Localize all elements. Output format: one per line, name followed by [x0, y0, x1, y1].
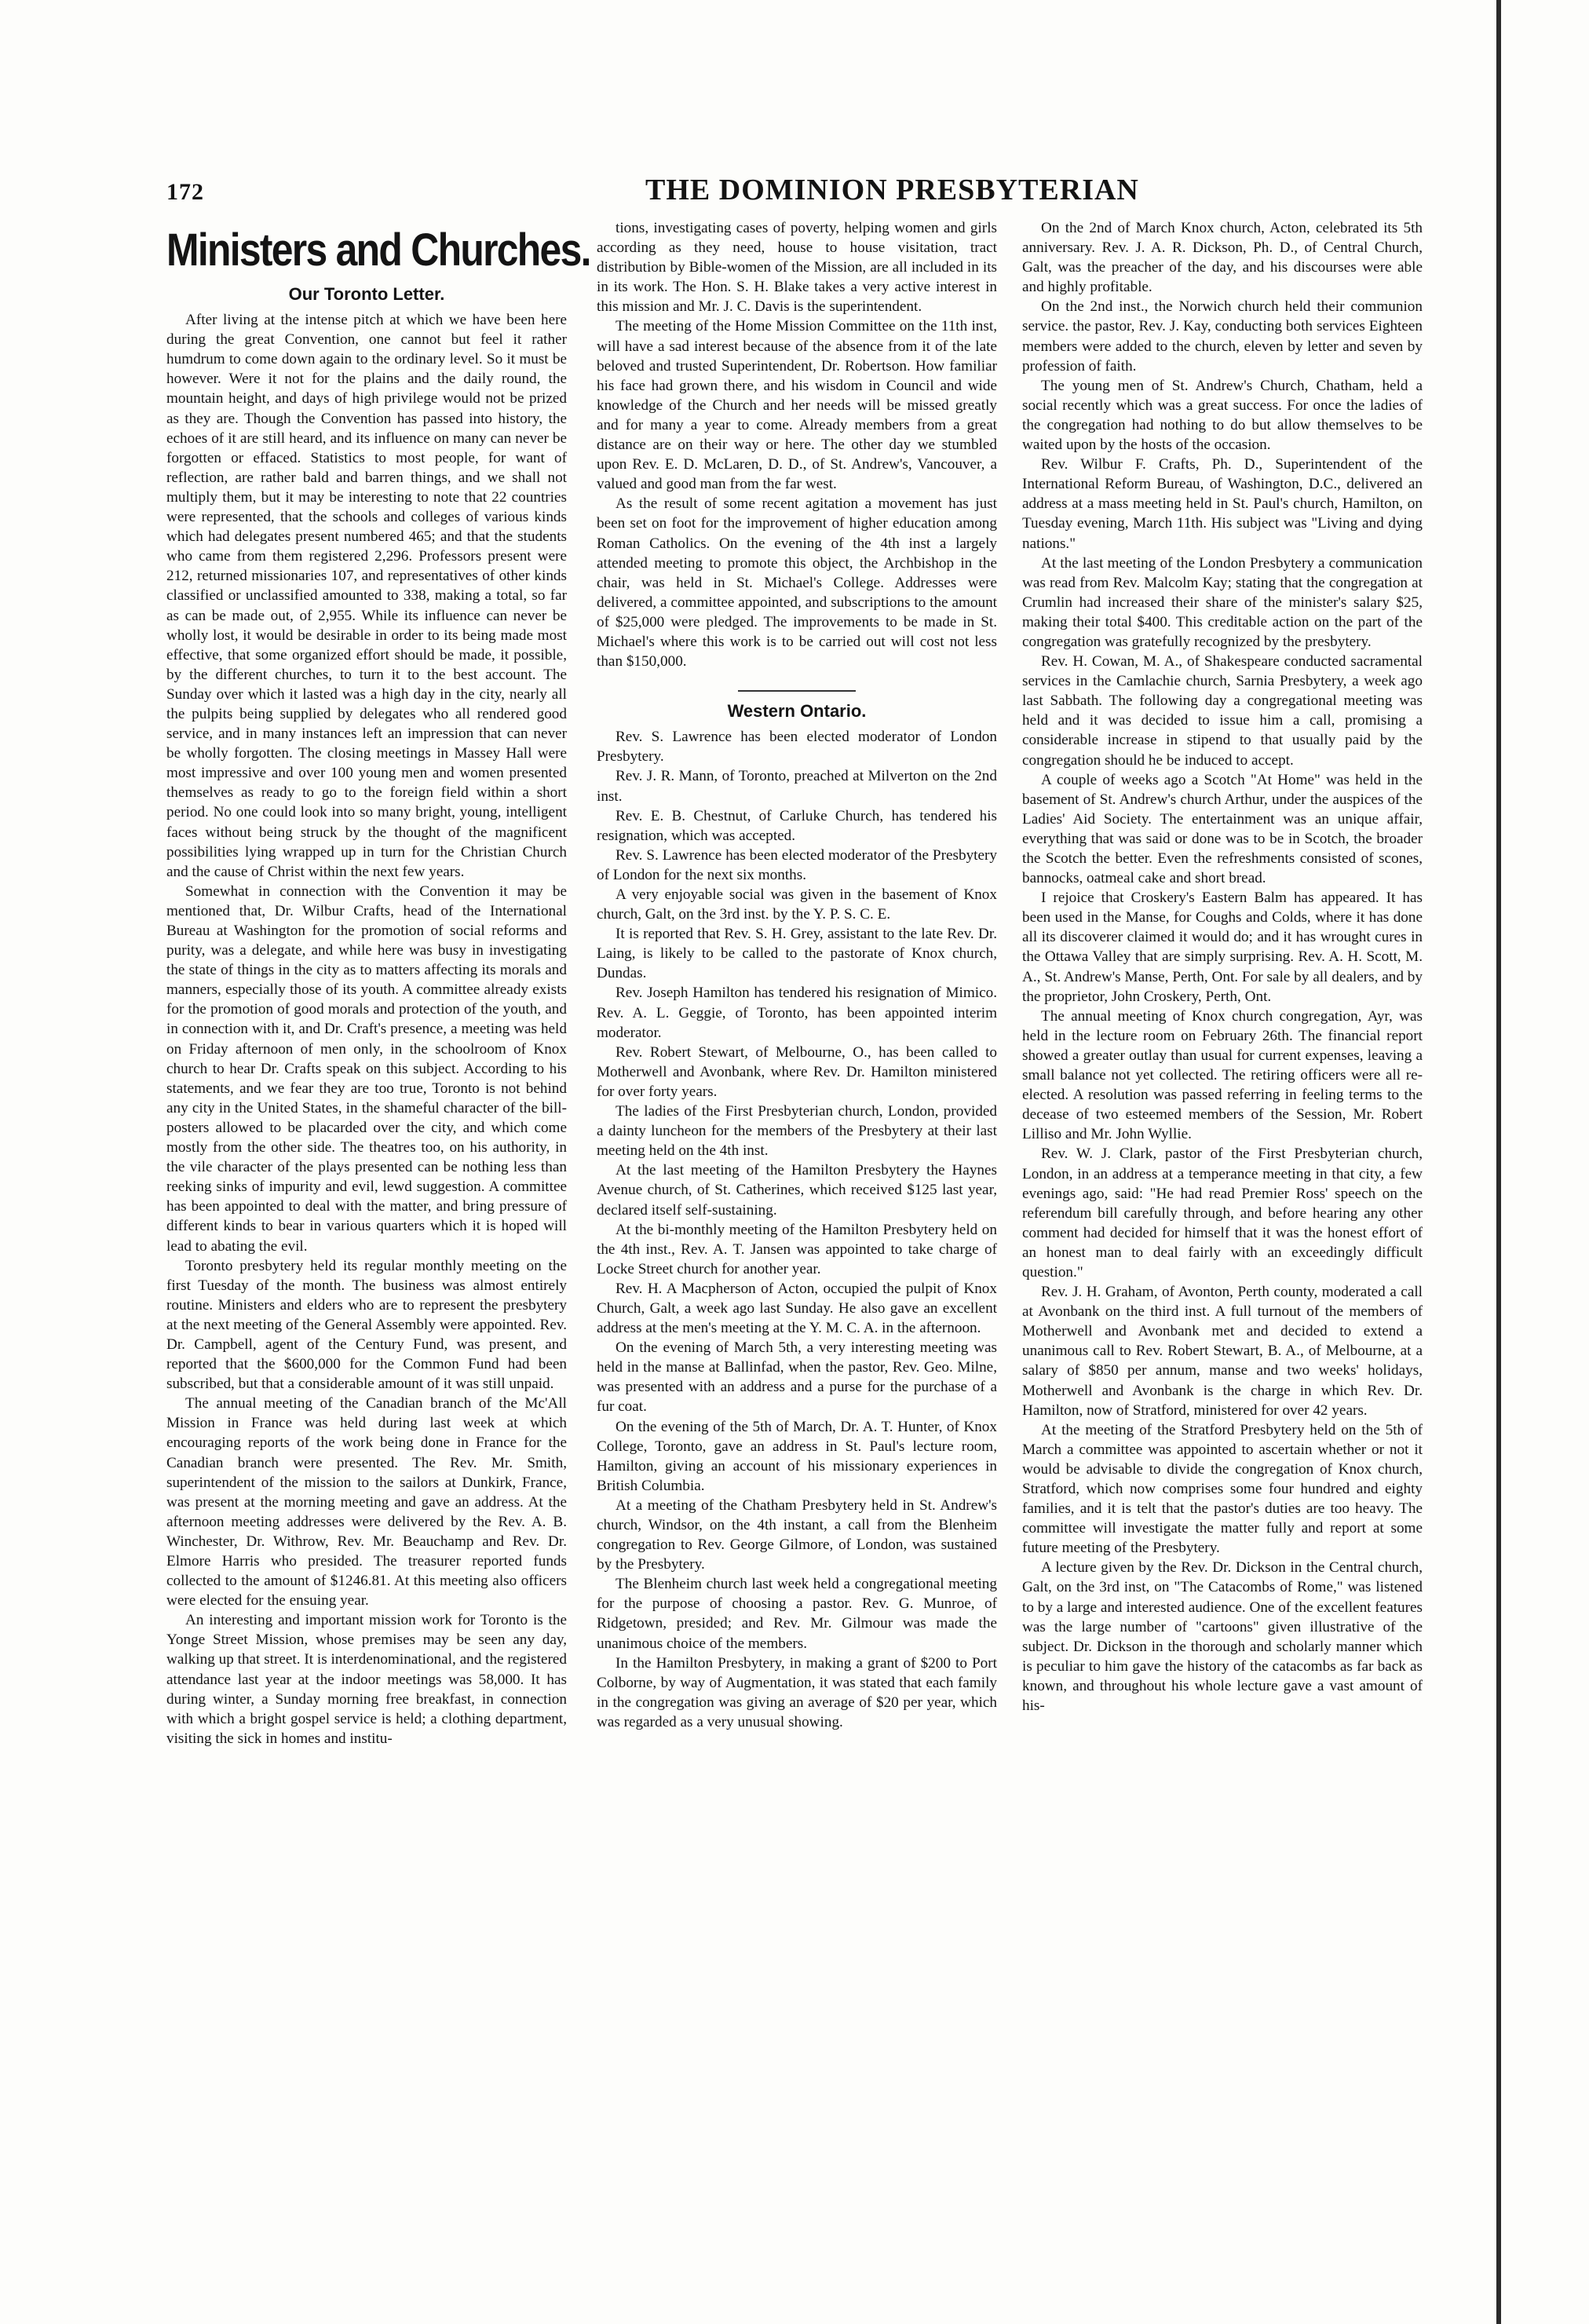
- subhead-toronto-letter: Our Toronto Letter.: [288, 284, 445, 304]
- article-paragraph: tions, investigating cases of poverty, helping women and girls according as they need, house to house visitation, tract distribution by Bible-women of the Mission, are all included in its in its work. The Hon. S. H. Blake takes a very active interest in this mission and Mr. J. C. Davis is the superintendent.: [597, 220, 997, 316]
- column-3: [1022, 218, 1423, 1716]
- article-paragraph: Toronto presbytery held its regular monthly meeting on the first Tuesday of the month. The business was almost entirely routine. Ministers and elders who are to represent the presbytery at the next meeting of the General Assembly were appointed. Rev. Dr. Campbell, agent of the Century Fund, was present, and reported that the $600,000 for the Common Fund had been subscribed, but that a considerable amount of it was still unpaid.: [166, 1257, 567, 1393]
- news-item: At the last meeting of the Hamilton Presbytery the Haynes Avenue church, of St. Catherines, which received $125 last year, declared itself self-sustaining.: [597, 1162, 997, 1219]
- news-item: It is reported that Rev. S. H. Grey, assistant to the late Rev. Dr. Laing, is likely to be called to the pastorate of Knox church, Dundas.: [597, 926, 997, 982]
- news-item: Rev. Wilbur F. Crafts, Ph. D., Superintendent of the International Reform Bureau, of Washington, D.C., delivered an address at a mass meeting held in St. Paul's church, Hamilton, on Tuesday evening, March 11th. His subject was "Living and dying nations.": [1022, 456, 1423, 552]
- section-divider: [738, 690, 856, 692]
- subhead-western-ontario: Western Ontario.: [727, 701, 867, 722]
- article-paragraph: As the result of some recent agitation a movement has just been set on foot for the improvement of higher education among Roman Catholics. On the evening of the 4th inst a largely attended meeting to promote this object, the Archbishop in the chair, was held in St. Michael's College. Addresses were delivered, a committee appointed, and subscriptions to the amount of $25,000 were pledged. The improvements to be made in St. Michael's where this work is to be carried out will cost not less than $150,000.: [597, 495, 997, 671]
- news-item: The Blenheim church last week held a congregational meeting for the purpose of choosing a pastor. Rev. G. Munroe, of Ridgetown, presided; and Rev. Mr. Gilmour was made the unanimous choice of the members.: [597, 1576, 997, 1652]
- article-paragraph: After living at the intense pitch at which we have been here during the great Convention, one cannot but feel it rather humdrum to come down again to the ordinary level. So it must be however. Were it not for the plains and the daily round, the mountain height, and days of high privilege would not be prized as they are. Though the Convention has passed into history, the echoes of it are still heard, and its influence on many can never be forgotten or effaced. Statistics to most people, for want of reflection, are rather bald and barren things, and we shall not multiply them, but it may be interesting to note that 22 countries were represented, that the schools and colleges of various kinds which had delegates present numbered 465; and that the students who came from them registered 2,296. Professors present were 212, returned missionaries 107, and representatives of other kinds classified or unclassified amounted to 338, making a total, so far as can be made out, of 2,955. While its influence can never be wholly lost, it would be desirable in order to its being made most effective, that some organized effort should be made, it possible, by the different churches, to turn it to the best account. The Sunday over which it lasted was a high day in the city, nearly all the pulpits being supplied by delegates who all rendered good service, and in many instances left an impression that can never be wholly forgotten. The closing meetings in Massey Hall were most impressive and over 100 young men and women presented themselves as ready to go to the foreign field within a short period. No one could look into so many bright, young, intelligent faces without being struck by the thought of the magnificent possibilities lying wrapped up in turn for the Christian Church and the cause of Christ within the next few years.: [166, 312, 567, 880]
- news-item: On the evening of March 5th, a very interesting meeting was held in the manse at Ballinfad, when the pastor, Rev. Geo. Milne, was presented with an address and a purse for the purchase of a fur coat.: [597, 1339, 997, 1416]
- news-item: The annual meeting of Knox church congregation, Ayr, was held in the lecture room on February 26th. The financial report showed a greater outlay than usual for current expenses, leaving a small balance not yet collected. The retiring officers were all re-elected. A resolution was passed referring in feeling terms to the decease of two esteemed members of the Session, Mr. Robert Lilliso and Mr. John Wyllie.: [1022, 1007, 1423, 1143]
- news-item: In the Hamilton Presbytery, in making a grant of $200 to Port Colborne, by way of Augmentation, it was stated that each family in the congregation was giving an average of $20 per year, which was regarded as a very unusual showing.: [597, 1654, 997, 1730]
- news-item: Rev. H. Cowan, M. A., of Shakespeare conducted sacramental services in the Camlachie church, Sarnia Presbytery, a week ago last Sabbath. The following day a congregational meeting was held and it was decided to issue him a call, promising a considerable increase in stipend to that usually paid by the congregation should he be induced to accept.: [1022, 653, 1423, 769]
- article-paragraph: Somewhat in connection with the Convention it may be mentioned that, Dr. Wilbur Crafts, head of the International Bureau at Washington for the promotion of social reforms and purity, was a delegate, and while here was busy in investigating the state of things in the city as to matters affecting its morals and manners, especially those of its youth. A committee already exists for the promotion of good morals and protection of the youth, and in connection with it, and Dr. Craft's presence, a meeting was held on Friday afternoon of men only, in the schoolroom of Knox church to hear Dr. Crafts speak on this subject. According to his statements, and we fear they are too true, Toronto is not behind any city in the United States, in the shameful character of the bill-posters allowed to be placarded over the city, and which come mostly from the other side. The theatres too, on his authority, in the vile character of the plays presented can be nothing less than reeking sinks of impurity and evil, lewd suggestion. A committee has been appointed to deal with the matter, and bring pressure of different kinds to bear in various quarters which it is hoped will lead to abating the evil.: [166, 882, 567, 1255]
- column-2: [597, 218, 997, 1732]
- news-item: The young men of St. Andrew's Church, Chatham, held a social recently which was a great success. For once the ladies of the congregation had nothing to do but allow themselves to be waited upon by the hosts of the occasion.: [1022, 377, 1423, 454]
- news-item: A couple of weeks ago a Scotch "At Home" was held in the basement of St. Andrew's church Arthur, under the auspices of the Ladies' Aid Society. The entertainment was an unique affair, everything that was said or done was to be in Scotch, the broader the Scotch the better. Even the refreshments consisted of scones, bannocks, oatmeal cake and short bread.: [1022, 771, 1423, 887]
- news-item: Rev. J. R. Mann, of Toronto, preached at Milverton on the 2nd inst.: [597, 768, 997, 805]
- news-item: At a meeting of the Chatham Presbytery held in St. Andrew's church, Windsor, on the 4th instant, a call from the Blenheim congregation to Rev. George Gilmore, of London, was sustained by the Presbytery.: [597, 1496, 997, 1573]
- article-paragraph: An interesting and important mission work for Toronto is the Yonge Street Mission, whose premises may be seen any day, walking up that street. It is interdenominational, and the registered attendance last year at the indoor meetings was 58,000. It has during winter, a Sunday morning free breakfast, in connection with which a bright gospel service is held; a clothing department, visiting the sick in homes and institu-: [166, 1612, 567, 1747]
- news-item: Rev. Joseph Hamilton has tendered his resignation of Mimico. Rev. A. L. Geggie, of Toronto, has been appointed interim moderator.: [597, 985, 997, 1041]
- news-item: Rev. Robert Stewart, of Melbourne, O., has been called to Motherwell and Avonbank, where Rev. Dr. Hamilton ministered for over forty years.: [597, 1043, 997, 1100]
- page-edge-rule: [1496, 0, 1501, 2324]
- news-item: At the last meeting of the London Presbytery a communication was read from Rev. Malcolm Kay; stating that the congregation at Crumlin had increased their share of the minister's salary $25, making their total $400. This creditable action on the part of the congregation was gratefully recognized by the presbytery.: [1022, 554, 1423, 650]
- news-item: At the meeting of the Stratford Presbytery held on the 5th of March a committee was appointed to ascertain whether or not it would be advisable to divide the congregation of Knox church, Stratford, which now comprises some four hundred and eighty families, and it is telt that the pastor's duties are too heavy. The committee will investigate the matter fully and report at some future meeting of the Presbytery.: [1022, 1421, 1423, 1557]
- news-item: At the bi-monthly meeting of the Hamilton Presbytery held on the 4th inst., Rev. A. T. Jansen was appointed to take charge of Locke Street church for another year.: [597, 1221, 997, 1277]
- news-item: Rev. J. H. Graham, of Avonton, Perth county, moderated a call at Avonbank on the third inst. A full turnout of the members of Motherwell and Avonbank met and decided to extend a unanimous call to Rev. Robert Stewart, B. A., of Melbourne, at a salary of $850 per annum, manse and two weeks' holidays, Motherwell and Avonbank is the charge in which Rev. Dr. Hamilton, now of Stratford, ministered for over 42 years.: [1022, 1284, 1423, 1419]
- page-number: 172: [166, 179, 204, 205]
- running-title: THE DOMINION PRESBYTERIAN: [645, 174, 1139, 206]
- news-item: On the evening of the 5th of March, Dr. A. T. Hunter, of Knox College, Toronto, gave an address in St. Paul's lecture room, Hamilton, giving an account of his missionary experiences in British Columbia.: [597, 1418, 997, 1494]
- section-masthead: Ministers and Churches.: [166, 225, 590, 276]
- column-1: [166, 218, 590, 1748]
- news-item: Rev. S. Lawrence has been elected moderator of London Presbytery.: [597, 729, 997, 766]
- news-item: On the 2nd inst., the Norwich church held their communion service. the pastor, Rev. J. Kay, conducting both services Eighteen members were added to the church, eleven by letter and seven by profession of faith.: [1022, 298, 1423, 375]
- article-paragraph: The annual meeting of the Canadian branch of the Mc'All Mission in France was held during last week at which encouraging reports of the work being done in France for the Canadian branch were presented. The Rev. Mr. Smith, superintendent of the mission to the sailors at Dunkirk, France, was present at the morning meeting and gave an address. At the afternoon meeting addresses were delivered by the Rev. A. B. Winchester, Dr. Withrow, Rev. Mr. Beauchamp and Rev. Dr. Elmore Harris who presided. The treasurer reported funds collected to the amount of $1246.81. At this meeting also officers were elected for the ensuing year.: [166, 1395, 567, 1610]
- article-paragraph: The meeting of the Home Mission Committee on the 11th inst, will have a sad interest because of the absence from it of the late beloved and trusted Superintendent, Dr. Robertson. How familiar his face had grown there, and his wisdom in Council and wide knowledge of the Church and her needs will be missed greatly and for many a year to come. Already members from a great distance are on their way or here. The other day we stumbled upon Rev. E. D. McLaren, D. D., of St. Andrew's, Vancouver, a valued and good man from the far west.: [597, 318, 997, 493]
- news-item: Rev. E. B. Chestnut, of Carluke Church, has tendered his resignation, which was accepted.: [597, 807, 997, 844]
- news-item: A lecture given by the Rev. Dr. Dickson in the Central church, Galt, on the 3rd inst, on "The Catacombs of Rome," was listened to by a large and interested audience. One of the excellent features was the large number of "cartoons" given illustrative of the subject. Dr. Dickson in the thorough and scholarly manner which is peculiar to him gave the history of the catacombs as far back as known, and throughout his whole lecture gave a vast amount of his-: [1022, 1559, 1423, 1715]
- news-item: On the 2nd of March Knox church, Acton, celebrated its 5th anniversary. Rev. J. A. R. Dickson, Ph. D., of Central Church, Galt, was the preacher of the day, and his discourses were able and highly profitable.: [1022, 220, 1423, 296]
- news-item: Rev. W. J. Clark, pastor of the First Presbyterian church, London, in an address at a temperance meeting in that city, a few evenings ago, said: "He had read Premier Ross' speech on the referendum bill carefully through, and before hearing any other comment had decided for himself that it was the honest effort of an honest man to deal fairly with an exceedingly difficult question.": [1022, 1146, 1423, 1281]
- page-header: [166, 173, 1407, 212]
- news-item: The ladies of the First Presbyterian church, London, provided a dainty luncheon for the members of the Presbytery at their last meeting held on the 4th inst.: [597, 1103, 997, 1160]
- news-item: Rev. H. A Macpherson of Acton, occupied the pulpit of Knox Church, Galt, a week ago last Sunday. He also gave an excellent address at the men's meeting at the Y. M. C. A. in the afternoon.: [597, 1280, 997, 1337]
- news-item: I rejoice that Croskery's Eastern Balm has appeared. It has been used in the Manse, for Coughs and Colds, where it has done all its discoverer claimed it would do; and it has wrought cures in the Ottawa Valley that are simply surprising. Rev. A. H. Scott, M. A., St. Andrew's Manse, Perth, Ont. For sale by all dealers, and by the proprietor, John Croskery, Perth, Ont.: [1022, 890, 1423, 1005]
- news-item: Rev. S. Lawrence has been elected moderator of the Presbytery of London for the next six months.: [597, 846, 997, 883]
- news-item: A very enjoyable social was given in the basement of Knox church, Galt, on the 3rd inst. by the Y. P. S. C. E.: [597, 886, 997, 923]
